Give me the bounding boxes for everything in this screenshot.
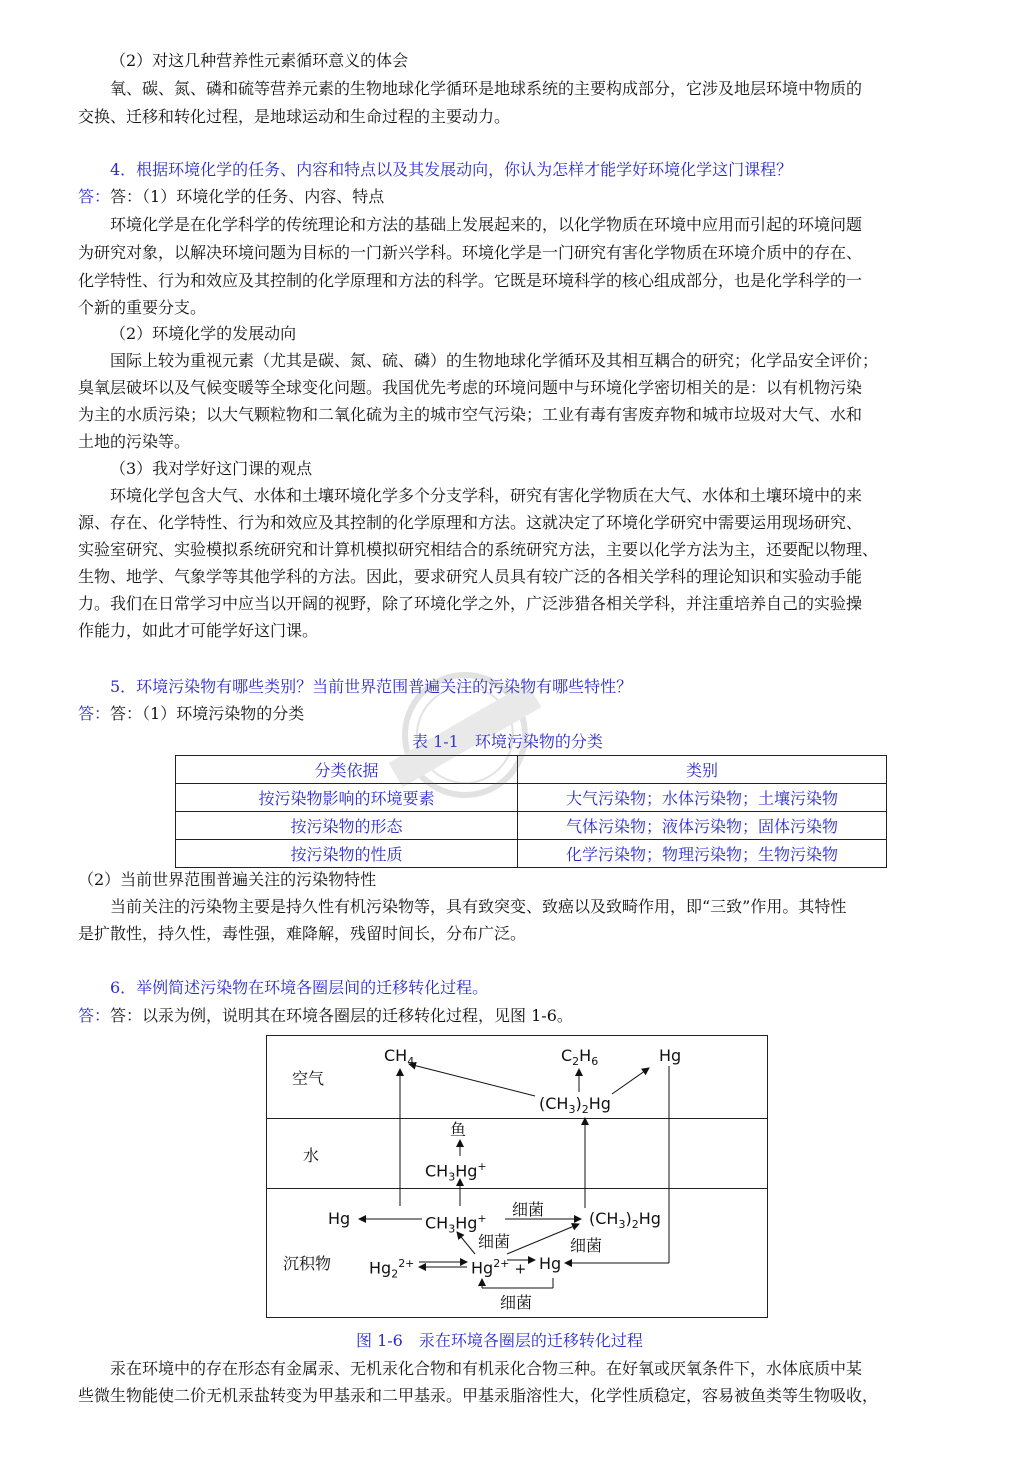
answer-heading: 答：答：（1）环境污染物的分类 <box>78 704 305 723</box>
bacteria-label: 细菌 <box>478 1232 511 1251</box>
species-ch4: $CH_4$ <box>384 1046 415 1069</box>
species-dimethylmercury-air: $(CH_3)_2Hg$ <box>539 1094 611 1117</box>
watermark-seal <box>385 655 545 815</box>
paragraph-line: 生物、地学、气象学等其他学科的方法。因此，要求研究人员具有较广泛的各相关学科的理论知识和实验动手能 <box>78 567 863 586</box>
paragraph-line: （2）对这几种营养性元素循环意义的体会 <box>110 51 409 70</box>
table-caption: 表 1-1 环境污染物的分类 <box>412 732 603 751</box>
table-cell: 按污染物的形态 <box>176 812 518 840</box>
paragraph-line: 个新的重要分支。 <box>78 298 207 317</box>
answer-heading: 答：答：（1）环境化学的任务、内容、特点 <box>78 187 385 206</box>
bacteria-label: 细菌 <box>570 1236 603 1255</box>
paragraph-line: 环境化学包含大气、水体和土壤环境化学多个分支学科，研究有害化学物质在大气、水体和土壤环境中的来 <box>110 486 863 505</box>
mercury-cycle-figure <box>266 1035 768 1318</box>
figure-arrows <box>267 1036 769 1319</box>
table-header-cell: 分类依据 <box>176 756 518 784</box>
paragraph-line: 些微生物能使二价无机汞盐转变为甲基汞和二甲基汞。甲基汞脂溶性大，化学性质稳定，容易被鱼类等生物吸收， <box>78 1386 879 1405</box>
species-methylmercury-sediment: $CH_3Hg^+$ <box>425 1212 487 1236</box>
zone-label-water: 水 <box>303 1146 320 1165</box>
paragraph-line: 力。我们在日常学习中应当以开阔的视野，除了环境化学之外，广泛涉猎各相关学科，并注重培养自己的实验操 <box>78 594 863 613</box>
table-cell: 气体污染物；液体污染物；固体污染物 <box>518 812 887 840</box>
species-dimethylmercury-sediment: $(CH_3)_2Hg$ <box>589 1209 661 1232</box>
answer-text: 答：以汞为例，说明其在环境各圈层的迁移转化过程，见图 1-6。 <box>110 1006 573 1025</box>
paragraph-line: 实验室研究、实验模拟系统研究和计算机模拟研究相结合的系统研究方法，主要以化学方法为主，还要配以物理、 <box>78 540 879 559</box>
fish-label: 鱼 <box>450 1120 467 1139</box>
paragraph-line: 环境化学是在化学科学的传统理论和方法的基础上发展起来的，以化学物质在环境中应用而引起的环境问题 <box>110 215 863 234</box>
table-cell: 按污染物影响的环境要素 <box>176 784 518 812</box>
answer-text: 答：（1）环境化学的任务、内容、特点 <box>110 187 385 206</box>
question-4: 4．根据环境化学的任务、内容和特点以及其发展动向，你认为怎样才能学好环境化学这门课程？ <box>110 160 793 179</box>
paragraph-line: 源、存在、化学特性、行为和效应及其控制的化学原理和方法。这就决定了环境化学研究中需要运用现场研究、 <box>78 513 863 532</box>
paragraph-line: 土地的污染等。 <box>78 432 191 451</box>
table-cell: 化学污染物；物理污染物；生物污染物 <box>518 840 887 868</box>
species-hg-sediment: Hg <box>328 1209 351 1228</box>
bacteria-label: 细菌 <box>512 1200 545 1219</box>
bacteria-label: 细菌 <box>500 1293 533 1312</box>
answer-heading: 答：答：以汞为例，说明其在环境各圈层的迁移转化过程，见图 1-6。 <box>78 1006 573 1025</box>
species-methylmercury-water: $CH_3Hg^+$ <box>425 1160 487 1184</box>
species-hg-elemental: Hg <box>539 1254 562 1273</box>
paragraph-line: 化学特性、行为和效应及其控制的化学原理和方法的科学。它既是环境科学的核心组成部分，也是化学科学的一 <box>78 271 863 290</box>
paragraph-line: 是扩散性，持久性，毒性强，难降解，残留时间长，分布广泛。 <box>78 924 527 943</box>
paragraph-line: 当前关注的污染物主要是持久性有机污染物等，具有致突变、致癌以及致畸作用，即“三致”作用。其特性 <box>110 897 847 916</box>
paragraph-line: 交换、迁移和转化过程，是地球运动和生命过程的主要动力。 <box>78 107 511 126</box>
paragraph-line: 氧、碳、氮、磷和硫等营养元素的生物地球化学循环是地球系统的主要构成部分，它涉及地层环境中物质的 <box>110 79 863 98</box>
question-6: 6．举例简述污染物在环境各圈层间的迁移转化过程。 <box>110 978 489 997</box>
paragraph-line: 汞在环境中的存在形态有金属汞、无机汞化合物和有机汞化合物三种。在好氧或厌氧条件下，水体底质中某 <box>110 1359 863 1378</box>
table-row <box>176 840 887 868</box>
paragraph-line: 作能力，如此才可能学好这门课。 <box>78 621 319 640</box>
table-cell: 按污染物的性质 <box>176 840 518 868</box>
paragraph-line: 国际上较为重视元素（尤其是碳、氮、硫、磷）的生物地球化学循环及其相互耦合的研究；化学品安全评价； <box>110 351 879 370</box>
paragraph-line: （2）环境化学的发展动向 <box>110 324 297 343</box>
table-row <box>176 812 887 840</box>
question-5: 5．环境污染物有哪些类别？当前世界范围普遍关注的污染物有哪些特性？ <box>110 677 633 696</box>
figure-caption: 图 1-6 汞在环境各圈层的迁移转化过程 <box>356 1331 643 1350</box>
species-hg-air: Hg <box>659 1046 682 1065</box>
paragraph-line: 臭氧层破坏以及气候变暖等全球变化问题。我国优先考虑的环境问题中与环境化学密切相关的是：以有机物污染 <box>78 378 863 397</box>
table-cell: 大气污染物；水体污染物；土壤污染物 <box>518 784 887 812</box>
species-hg2plus: $Hg^{2+}$ + <box>471 1257 527 1278</box>
answer-text: 答：（1）环境污染物的分类 <box>110 704 305 723</box>
paragraph-line: 为研究对象，以解决环境问题为目标的一门新兴学科。环境化学是一门研究有害化学物质在环境介质中的存在、 <box>78 243 863 262</box>
paragraph-line: （2）当前世界范围普遍关注的污染物特性 <box>78 870 377 889</box>
zone-label-air: 空气 <box>292 1069 325 1088</box>
species-hg22plus: $Hg_2^{2+}$ <box>369 1257 415 1281</box>
paragraph-line: （3）我对学好这门课的观点 <box>110 459 313 478</box>
paragraph-line: 为主的水质污染；以大气颗粒物和二氧化硫为主的城市空气污染；工业有毒有害废弃物和城市垃圾对大气、水和 <box>78 405 863 424</box>
table-header-cell: 类别 <box>518 756 887 784</box>
species-c2h6: $C_2H_6$ <box>561 1046 599 1069</box>
zone-label-sediment: 沉积物 <box>283 1254 332 1273</box>
